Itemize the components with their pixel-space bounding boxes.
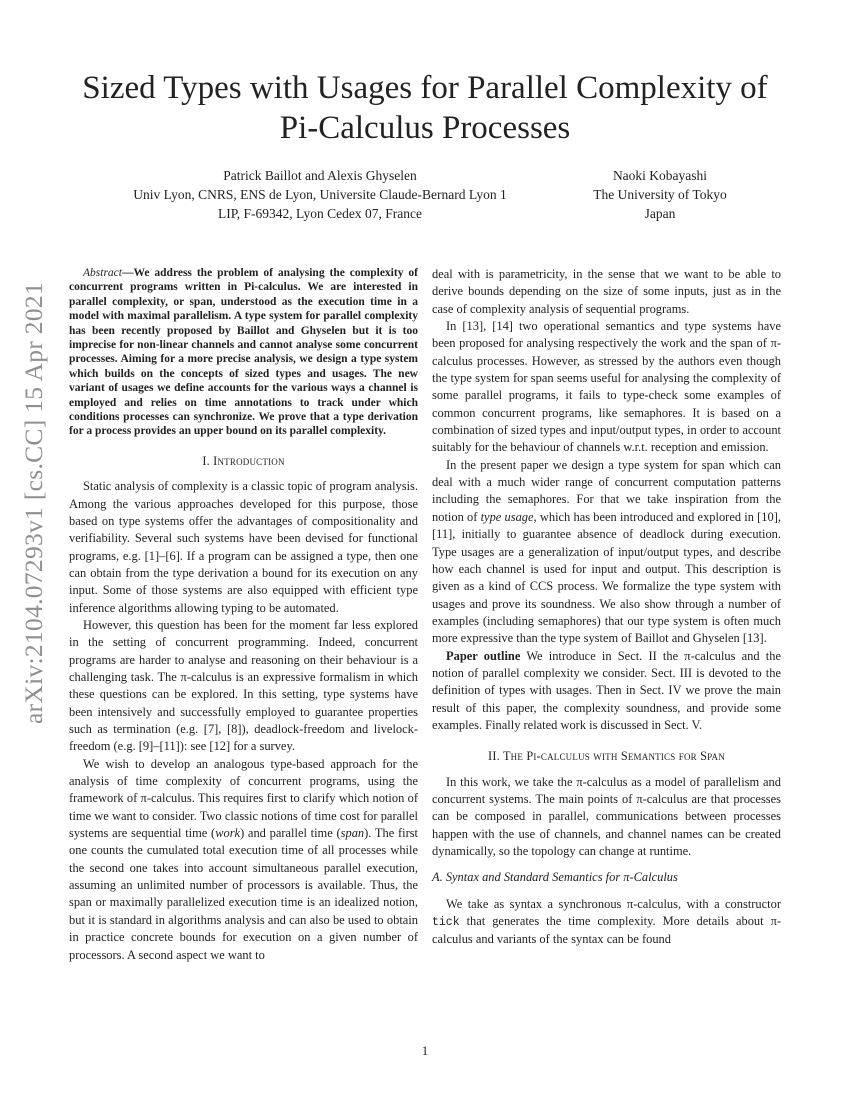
intro-paragraph: However, this question has been for the moment far less explored in the setting of concurrent programming. Indeed, concurrent programs are harder to analyse and reasoning on their behaviour is a challenging task. The π-calculus is an expressive formalism in which these questions can be explored. In this setting, type systems have been intensively and successfully employed to guarantee properties such as termination (e.g. [7], [8]), deadlock-freedom and livelock-freedom (e.g. [9]–[11]): see [12] for a survey.	[69, 617, 418, 754]
arxiv-id: arXiv:2104.07293v1 [cs.CC] 15 Apr 2021	[19, 281, 49, 725]
arxiv-stamp	[12, 268, 56, 738]
intro-paragraph: In the present paper we design a type system for span which can deal with a much wider range of concurrent computation patterns including the semaphores. For that we take inspiration from the notion of type usage, which has been introduced and explored in [10], [11], initially to guarantee absence of deadlock during execution. Type usages are a generalization of input/output types, and describe how each channel is used for input and output. This description is given as a kind of CCS process. We formalize the type system with usages and prove its soundness. We also show through a number of examples (including semaphores) that our type system is often much more expressive than the type system of Baillot and Ghyselen [13].	[432, 457, 781, 646]
author-address: Japan	[644, 206, 676, 221]
abstract-label: Abstract	[83, 267, 122, 279]
section-heading-pi-calculus: II. The Pi-calculus with Semantics for Span	[488, 749, 725, 764]
intro-paragraph-continued: deal with is parametricity, in the sense that we want to be able to derive bounds depending on the size of some inputs, just as in the case of complexity analysis of sequential programs.	[432, 267, 781, 316]
subsection-paragraph: We take as syntax a synchronous π-calculus, with a constructor tick that generates the time complexity. More details about π-calculus and variants of the syntax can be found	[432, 896, 781, 947]
subsection-heading: A. Syntax and Standard Semantics for π-Calculus	[432, 870, 678, 885]
left-column	[69, 266, 418, 964]
emphasis: work	[215, 826, 241, 841]
paper-outline-paragraph: Paper outline We introduce in Sect. II the π-calculus and the notion of parallel complexity we consider. Sect. III is devoted to the definition of types with usages. Then in Sect. IV we prove the main result of this paper, the complexity soundness, and provide some examples. Finally related work is discussed in Sect. V.	[432, 648, 781, 732]
emphasis: span	[340, 826, 365, 841]
paper-title: Sized Types with Usages for Parallel Complexity of Pi-Calculus Processes	[82, 70, 768, 146]
intro-paragraph: We wish to develop an analogous type-based approach for the analysis of time complexity of concurrent programs, using the framework of π-calculus. This requires first to clarify which notion of time we want to consider. Two classic notions of time cost for parallel systems are sequential time (work) and parallel time (span). The first one counts the cumulated total execution time of all processes while the second one takes into account simultaneous parallel execution, assuming an unlimited number of processors is available. Thus, the span or maximally parallelized execution time is an idealized notion, but it is standard in algorithms analysis and can also be used to obtain in practice concrete bounds for execution on a given number of processors. A second aspect we want to	[69, 756, 419, 962]
intro-paragraph: In [13], [14] two operational semantics and type systems have been proposed for analysing respectively the work and the span of π-calculus processes. However, as stressed by the authors even though the type system for span seems useful for analysing the complexity of some parallel programs, it fails to type-check some examples of common concurrent programs, like semaphores. It is based on a combination of sized types and input/output types, in order to account suitably for the behaviour of channels w.r.t. reception and emission.	[432, 319, 781, 455]
author-names: Naoki Kobayashi	[612, 168, 708, 183]
emphasis: type usage	[480, 509, 534, 524]
intro-paragraph: Static analysis of complexity is a classic topic of program analysis. Among the various approaches developed for this purpose, those based on type systems offer the advantages of compositionality and verifiability. Several such systems have been devised for functional programs, e.g. [1]–[6]. If a program can be assigned a type, then one can obtain from the type derivation a bound for its execution on any input. Some of those systems are also equipped with efficient type inference algorithms allowing typing to be automated.	[69, 479, 418, 615]
paper-outline-label: Paper outline	[446, 648, 521, 663]
author-affiliation: The University of Tokyo	[593, 187, 727, 202]
abstract	[69, 266, 418, 439]
right-column	[432, 266, 781, 949]
section2-paragraph: In this work, we take the π-calculus as a model of parallelism and concurrent systems. The main points of π-calculus are that processes can be composed in parallel, communications between processes happen with the use of channels, and channel names can be created dynamically, so the topology can change at runtime.	[432, 774, 781, 858]
author-names: Patrick Baillot and Alexis Ghyselen	[223, 168, 417, 183]
author-block-1	[110, 166, 530, 223]
author-affiliation: Univ Lyon, CNRS, ENS de Lyon, Universite Claude-Bernard Lyon 1	[133, 187, 507, 202]
author-block-2	[560, 166, 760, 223]
code-tick: tick	[432, 916, 460, 930]
abstract-text: —We address the problem of analysing the complexity of concurrent programs written in Pi-calculus. We are interested in parallel complexity, or span, understood as the execution time in a model with maximal parallelism. A type system for parallel complexity has been recently proposed by Baillot and Ghyselen but it is too imprecise for non-linear channels and cannot analyse some concurrent processes. Aiming for a more precise analysis, we design a type system which builds on the concepts of sized types and usages. The new variant of usages we define accounts for the various ways a channel is employed and relies on time annotations to track under which conditions processes can synchronize. We prove that a type derivation for a process provides an upper bound on its parallel complexity.	[69, 267, 418, 438]
section-heading-introduction: I. Introduction	[202, 453, 285, 468]
author-address: LIP, F-69342, Lyon Cedex 07, France	[218, 206, 422, 221]
page-number: 1	[421, 1043, 429, 1058]
